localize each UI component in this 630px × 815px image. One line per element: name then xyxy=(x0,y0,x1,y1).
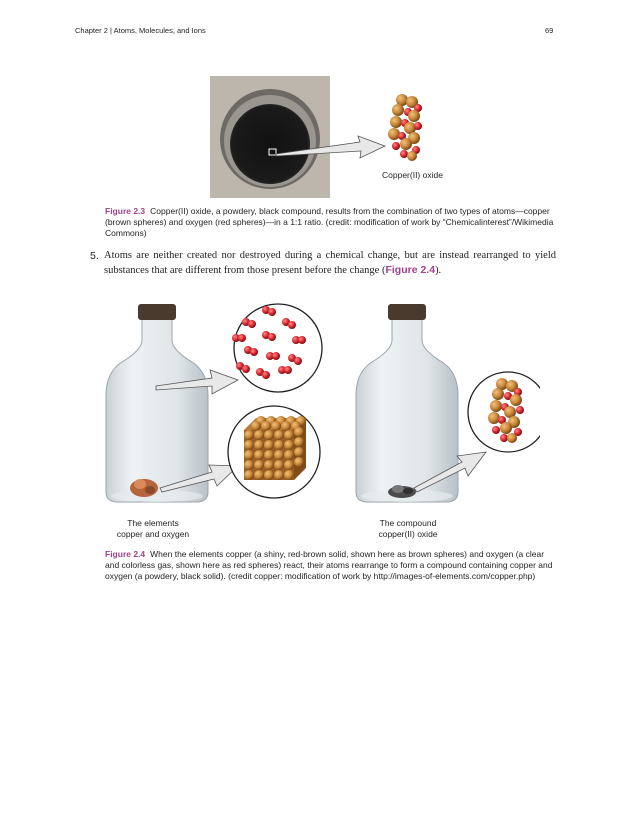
label-elements-line1: The elements xyxy=(127,518,179,528)
running-header-chapter: Chapter 2 | Atoms, Molecules, and Ions xyxy=(75,26,206,35)
label-compound-line2: copper(II) oxide xyxy=(378,529,438,539)
page-number: 69 xyxy=(545,26,554,35)
figure-2-4-label: Figure 2.4 xyxy=(105,549,146,559)
figure-2-4-caption-text: When the elements copper (a shiny, red-brown solid, shown here as brown spheres) and oxygen (a clear and colorless gas, shown here as red spheres) react, their atoms rearrange to form a compound containing copper and oxygen (a powdery, black solid). (credit copper: modification of work by http://images-of-elements.com/copper.php) xyxy=(105,549,553,581)
figure-2-3-label: Figure 2.3 xyxy=(105,206,146,216)
bottle-elements xyxy=(106,304,208,502)
oxygen-molecules-circle xyxy=(232,304,322,392)
label-compound xyxy=(348,518,468,540)
figure-2-4-caption xyxy=(105,549,555,582)
figure-2-3-caption xyxy=(105,206,555,239)
item-5-text: Atoms are neither created nor destroyed during a chemical change, but are instead rearranged to yield substances that are different from those present before the change ( xyxy=(104,250,556,276)
figure-2-3-illustration xyxy=(210,76,470,201)
label-compound-line1: The compound xyxy=(379,518,437,528)
label-copper-oxide: Copper(II) oxide xyxy=(382,170,443,180)
list-item-5 xyxy=(90,249,556,278)
cork-stopper xyxy=(388,304,426,320)
copper-atoms-circle xyxy=(228,406,320,498)
figure-2-4-link[interactable]: Figure 2.4 xyxy=(385,264,436,276)
label-elements-line2: copper and oxygen xyxy=(116,529,190,539)
copper-nugget xyxy=(130,479,158,497)
copper-oxide-powder xyxy=(230,104,310,184)
item-5-end: ). xyxy=(435,265,442,276)
cork-stopper xyxy=(138,304,176,320)
figure-2-4-illustration xyxy=(100,300,540,520)
copper-oxide-circle xyxy=(468,372,540,452)
figure-2-3-caption-text: Copper(II) oxide, a powdery, black compound, results from the combination of two types of atoms—copper (brown spheres) and oxygen (red spheres)—in a 1:1 ratio. (credit: modification of work by “Chemicalinterest”/Wikimedia Commons) xyxy=(105,206,554,238)
label-elements xyxy=(93,518,213,540)
list-item-number: 5. xyxy=(90,250,99,262)
cuo-crystal-model xyxy=(388,94,422,161)
